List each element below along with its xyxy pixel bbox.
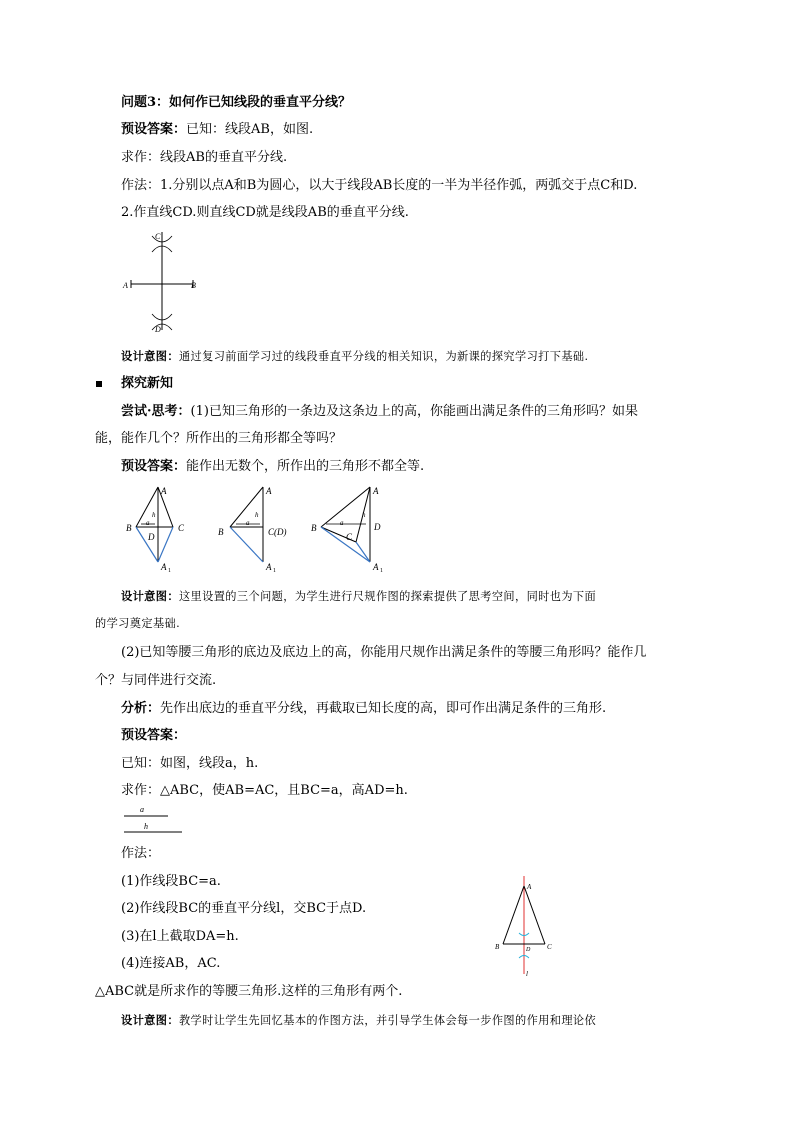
side-ac	[524, 886, 545, 944]
conclusion: △ABC就是所求作的等腰三角形.这样的三角形有两个.	[95, 984, 403, 999]
svg-text:1: 1	[168, 568, 171, 574]
three-triangles-figure	[118, 482, 398, 577]
svg-text:D: D	[374, 522, 381, 532]
preset-text: 能作出无数个，所作出的三角形不都全等.	[186, 459, 425, 474]
question-3-title: 问题3：如何作已知线段的垂直平分线？	[121, 95, 352, 110]
try-think-line-1	[121, 403, 638, 421]
step-4: (4)连接AB，AC.	[121, 956, 221, 971]
design-intent-3	[121, 1011, 596, 1030]
preset-label: 预设答案：	[121, 122, 187, 137]
svg-text:D: D	[148, 532, 155, 542]
svg-text:B: B	[218, 527, 224, 537]
svg-text:C: C	[346, 532, 353, 542]
svg-text:A: A	[266, 486, 272, 496]
label-a: A	[123, 281, 128, 290]
svg-text:B: B	[311, 523, 317, 533]
svg-text:h: h	[255, 511, 259, 519]
analysis-text: 先作出底边的垂直平分线，再截取已知长度的高，即可作出满足条件的三角形.	[160, 701, 607, 716]
svg-text:A: A	[373, 562, 379, 572]
label-C: C	[547, 943, 552, 951]
part2-preset-label: 预设答案：	[121, 728, 187, 743]
step-1: (1)作线段BC=a.	[121, 874, 221, 889]
label-A: A	[527, 883, 532, 891]
svg-text:a: a	[246, 519, 250, 527]
design-label: 设计意图：	[121, 1013, 179, 1027]
design-text: 这里设置的三个问题，为学生进行尺规作图的探索提供了思考空间，同时也为下面	[178, 590, 597, 603]
perpendicular-bisector-figure	[118, 226, 218, 336]
svg-text:A: A	[161, 562, 167, 572]
design-label: 设计意图：	[121, 589, 179, 603]
svg-text:A: A	[161, 486, 167, 496]
svg-text:B: B	[126, 523, 132, 533]
part2-given: 已知：如图，线段a，h.	[121, 756, 259, 771]
step-2: (2)作线段BC的垂直平分线l，交BC于点D.	[121, 901, 367, 916]
segments-a-h	[118, 802, 188, 834]
part2-line-2: 个？与同伴进行交流.	[95, 673, 217, 688]
svg-text:a: a	[146, 519, 150, 527]
q3-given: 已知：线段AB，如图.	[186, 122, 314, 137]
design-intent-1	[121, 347, 588, 366]
label-l: l	[526, 970, 528, 978]
triangle-1	[126, 486, 185, 574]
svg-text:1: 1	[380, 568, 383, 574]
preset-label: 预设答案：	[121, 459, 187, 474]
step-3: (3)在l上截取DA=h.	[121, 929, 239, 944]
label-b: B	[191, 281, 196, 290]
svg-text:h: h	[152, 511, 156, 519]
svg-text:A: A	[266, 562, 272, 572]
q3-find: 求作：线段AB的垂直平分线.	[121, 150, 288, 165]
q3-preset-answer	[121, 121, 313, 139]
label-a: a	[140, 805, 144, 814]
svg-text:A: A	[373, 486, 379, 496]
label-c: C	[155, 232, 161, 241]
design-intent-2-line-1	[121, 587, 596, 606]
triangle-3	[311, 486, 383, 574]
design-label: 设计意图：	[121, 349, 179, 363]
try-think-line-2: 能，能作几个？所作出的三角形都全等吗？	[95, 431, 343, 446]
svg-text:h: h	[362, 511, 366, 519]
try-think-text: (1)已知三角形的一条边及这条边上的高，你能画出满足条件的三角形吗？如果	[190, 404, 638, 419]
part2-find: 求作：△ABC，使AB=AC，且BC=a，高AD=h.	[121, 783, 408, 798]
design-intent-2-line-2: 的学习奠定基础.	[95, 617, 181, 630]
label-d: D	[155, 325, 161, 334]
design-text: 通过复习前面学习过的线段垂直平分线的相关知识，为新课的探究学习打下基础.	[178, 350, 589, 363]
section-bullet	[96, 381, 102, 387]
method-label: 作法：	[121, 846, 161, 861]
design-text: 教学时让学生先回忆基本的作图方法，并引导学生体会每一步作图的作用和理论依	[178, 1014, 597, 1027]
analysis-label: 分析：	[121, 701, 161, 716]
q3-method-1: 作法：1.分别以点A和B为圆心，以大于线段AB长度的一半为半径作弧，两弧交于点C和D.	[121, 178, 638, 193]
label-h: h	[144, 822, 148, 831]
part2-line-1: (2)已知等腰三角形的底边及底边上的高，你能用尺规作出满足条件的等腰三角形吗？能作几	[121, 645, 647, 660]
svg-text:1: 1	[273, 568, 276, 574]
svg-text:C(D): C(D)	[268, 527, 287, 537]
q3-method-2: 2.作直线CD.则直线CD就是线段AB的垂直平分线.	[121, 205, 409, 220]
section-title: 探究新知	[121, 376, 174, 391]
side-ab	[503, 886, 524, 944]
triangle-2	[218, 486, 287, 574]
label-D: D	[526, 947, 531, 953]
try-think-preset	[121, 458, 424, 476]
isosceles-triangle-figure	[490, 872, 560, 982]
svg-text:a: a	[340, 519, 344, 527]
analysis	[121, 700, 606, 718]
try-think-label: 尝试·思考：	[121, 404, 191, 419]
label-B: B	[495, 943, 500, 951]
svg-text:C: C	[178, 523, 185, 533]
